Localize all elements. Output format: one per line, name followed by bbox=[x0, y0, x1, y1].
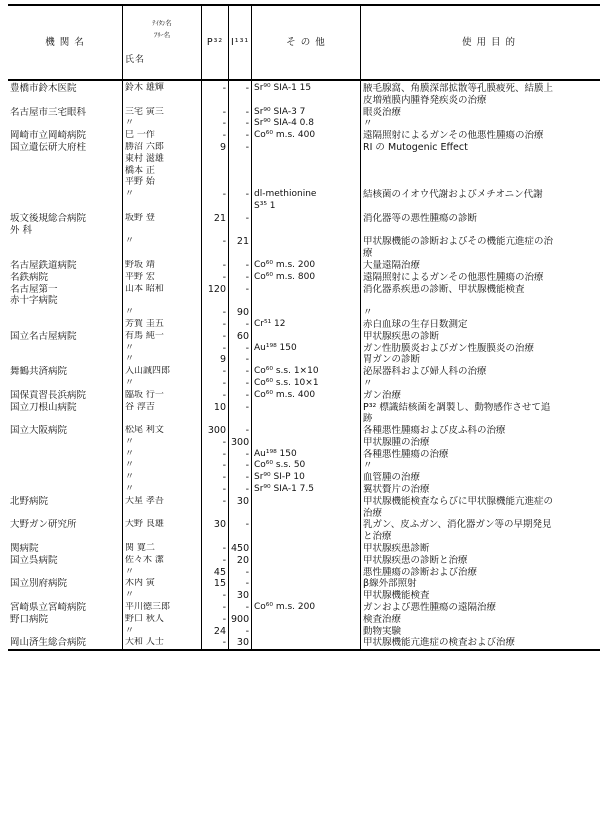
table-row bbox=[8, 425, 600, 437]
table-row bbox=[8, 402, 600, 426]
institution-cell: 坂文後規総合病院 外 科 bbox=[8, 213, 123, 237]
institution-cell bbox=[8, 437, 123, 449]
institution-cell bbox=[8, 484, 123, 496]
institution-cell: 国立大阪病院 bbox=[8, 425, 123, 437]
purpose-cell: 〃 bbox=[363, 460, 373, 472]
institution-cell bbox=[8, 626, 123, 638]
name-cell: 〃 bbox=[123, 236, 202, 260]
p32-cell: - bbox=[202, 602, 229, 614]
institution-cell: 舞鶴共済病院 bbox=[8, 366, 123, 378]
name-cell: 〃 bbox=[123, 472, 202, 484]
p32-cell: - bbox=[202, 460, 229, 472]
purpose-cell: RI の Mutogenic Effect bbox=[363, 141, 468, 153]
name-cell: 佐々木 潔 bbox=[123, 555, 202, 567]
i131-cell: - bbox=[229, 519, 252, 543]
name-cell: 坂野 登 bbox=[123, 213, 202, 237]
p32-cell: 9 bbox=[202, 142, 229, 189]
i131-cell: 20 bbox=[229, 555, 252, 567]
name-cell: 〃 bbox=[123, 354, 202, 366]
p32-cell: - bbox=[202, 307, 229, 319]
p32-cell: - bbox=[202, 437, 229, 449]
p32-cell: - bbox=[202, 543, 229, 555]
p32-cell: - bbox=[202, 590, 229, 602]
table-row bbox=[8, 578, 600, 590]
purpose-cell: 各種悪性腫瘍の治療 bbox=[363, 448, 449, 460]
p32-cell: - bbox=[202, 343, 229, 355]
institution-cell: 国立遺伝研大府柱 bbox=[8, 142, 123, 189]
other-cell: Au¹⁹⁸ 150 bbox=[252, 343, 361, 355]
p32-cell: 30 bbox=[202, 519, 229, 543]
p32-cell: - bbox=[202, 496, 229, 520]
institution-cell: 名鉄病院 bbox=[8, 272, 123, 284]
i131-cell: 300 bbox=[229, 437, 252, 449]
i131-cell: - bbox=[229, 80, 252, 107]
header-name bbox=[123, 5, 202, 80]
purpose-cell: 腋毛腺窩、角膜深部拡散等孔膜疲死、結膜上 皮増殖膜内腫脊発疾炎の治療 bbox=[363, 82, 554, 106]
p32-cell: - bbox=[202, 118, 229, 130]
other-cell bbox=[252, 578, 361, 590]
other-cell bbox=[252, 236, 361, 260]
table-row bbox=[8, 284, 600, 308]
name-cell: 〃 bbox=[123, 378, 202, 390]
institution-cell bbox=[8, 354, 123, 366]
header-p32: P³² bbox=[202, 5, 229, 80]
i131-cell: 90 bbox=[229, 307, 252, 319]
p32-cell: - bbox=[202, 366, 229, 378]
institution-cell: 名古屋鉄道病院 bbox=[8, 260, 123, 272]
other-cell bbox=[252, 519, 361, 543]
purpose-cell: 翼状贅片の治療 bbox=[363, 484, 430, 496]
name-cell: 平川徳三郎 bbox=[123, 602, 202, 614]
institution-cell: 国立名古屋病院 bbox=[8, 331, 123, 343]
institution-cell: 国立刀根山病院 bbox=[8, 402, 123, 426]
i131-cell: - bbox=[229, 402, 252, 426]
table-row bbox=[8, 637, 600, 650]
purpose-cell: 甲状腺機能検査ならびに甲状腺機能亢進症の 治療 bbox=[363, 495, 554, 519]
institution-cell: 北野病院 bbox=[8, 496, 123, 520]
purpose-cell: 動物実験 bbox=[363, 625, 402, 637]
name-cell: 〃 bbox=[123, 590, 202, 602]
i131-cell: - bbox=[229, 213, 252, 237]
name-cell: 〃 bbox=[123, 307, 202, 319]
p32-cell: - bbox=[202, 319, 229, 331]
name-cell: 〃 bbox=[123, 567, 202, 579]
i131-cell: 450 bbox=[229, 543, 252, 555]
table-row bbox=[8, 484, 600, 496]
purpose-cell: 甲状腺疾患の診断と治療 bbox=[363, 554, 468, 566]
purpose-cell: ガン治療 bbox=[363, 389, 402, 401]
table-row bbox=[8, 378, 600, 390]
name-cell: 平野 宏 bbox=[123, 272, 202, 284]
other-cell: Sr⁹⁰ SIA-3 7 bbox=[252, 107, 361, 119]
purpose-cell: 結核菌のイオウ代謝およびメチオニン代謝 bbox=[363, 189, 543, 201]
i131-cell: - bbox=[229, 118, 252, 130]
table-row bbox=[8, 437, 600, 449]
other-cell: Co⁶⁰ m.s. 200 bbox=[252, 602, 361, 614]
institution-cell bbox=[8, 118, 123, 130]
name-cell: 関 寛二 bbox=[123, 543, 202, 555]
table-row bbox=[8, 496, 600, 520]
i131-cell: - bbox=[229, 578, 252, 590]
other-cell: Co⁶⁰ s.s. 10×1 bbox=[252, 378, 361, 390]
institution-cell: 国立別府病院 bbox=[8, 578, 123, 590]
purpose-cell: 甲状腺疾患の診断 bbox=[363, 330, 440, 342]
i131-cell: 21 bbox=[229, 236, 252, 260]
other-cell bbox=[252, 425, 361, 437]
name-cell: 有馬 純一 bbox=[123, 331, 202, 343]
institution-cell: 国立呉病院 bbox=[8, 555, 123, 567]
p32-cell: - bbox=[202, 130, 229, 142]
table-row bbox=[8, 272, 600, 284]
other-cell bbox=[252, 567, 361, 579]
table-row bbox=[8, 331, 600, 343]
other-cell bbox=[252, 213, 361, 237]
header-name-label: 氏名 bbox=[125, 55, 146, 66]
other-cell bbox=[252, 402, 361, 426]
name-cell: 入山誠四郎 bbox=[123, 366, 202, 378]
p32-cell: - bbox=[202, 189, 229, 213]
header-i131: I¹³¹ bbox=[229, 5, 252, 80]
i131-cell: 30 bbox=[229, 637, 252, 650]
other-cell bbox=[252, 284, 361, 308]
institution-cell: 野口病院 bbox=[8, 614, 123, 626]
header-purpose: 使 用 目 的 bbox=[361, 5, 600, 80]
i131-cell: 60 bbox=[229, 331, 252, 343]
p32-cell: 10 bbox=[202, 402, 229, 426]
purpose-cell: 各種悪性腫瘍および皮ふ科の治療 bbox=[363, 425, 506, 437]
table-row bbox=[8, 189, 600, 213]
purpose-cell: 胃ガンの診断 bbox=[363, 354, 421, 366]
p32-cell: - bbox=[202, 378, 229, 390]
table-row bbox=[8, 543, 600, 555]
p32-cell: - bbox=[202, 331, 229, 343]
radioisotope-usage-table-page bbox=[8, 4, 596, 828]
p32-cell: 9 bbox=[202, 354, 229, 366]
purpose-cell: 遠隔照射によるガンその他悪性腫瘍の治療 bbox=[363, 271, 544, 283]
table-row bbox=[8, 307, 600, 319]
purpose-cell: 消化器系疾患の診断、甲状腺機能検査 bbox=[363, 283, 525, 295]
name-cell: 〃 bbox=[123, 484, 202, 496]
table-row bbox=[8, 390, 600, 402]
other-cell bbox=[252, 354, 361, 366]
other-cell: dl-methionine S³⁵ 1 bbox=[252, 189, 361, 213]
table-row bbox=[8, 472, 600, 484]
other-cell bbox=[252, 307, 361, 319]
other-cell bbox=[252, 590, 361, 602]
p32-cell: - bbox=[202, 484, 229, 496]
p32-cell: - bbox=[202, 555, 229, 567]
other-cell: Au¹⁹⁸ 150 bbox=[252, 449, 361, 461]
header-other: そ の 他 bbox=[252, 5, 361, 80]
institution-cell: 名古屋市三宅眼科 bbox=[8, 107, 123, 119]
name-cell: 〃 bbox=[123, 449, 202, 461]
table-row bbox=[8, 213, 600, 237]
table-row bbox=[8, 555, 600, 567]
name-cell: 木内 寅 bbox=[123, 578, 202, 590]
table-row bbox=[8, 354, 600, 366]
other-cell bbox=[252, 637, 361, 650]
name-cell: 勝沼 六郎 東村 滋雄 橋本 正 平野 始 bbox=[123, 142, 202, 189]
purpose-cell: 消化器等の悪性腫瘍の診断 bbox=[363, 212, 478, 224]
i131-cell: 30 bbox=[229, 590, 252, 602]
table-row bbox=[8, 567, 600, 579]
other-cell: Sr⁹⁰ SIA-1 7.5 bbox=[252, 484, 361, 496]
purpose-cell: 泌尿器科および婦人科の治療 bbox=[363, 366, 487, 378]
institution-cell: 宮崎県立宮崎病院 bbox=[8, 602, 123, 614]
other-cell: Co⁶⁰ m.s. 800 bbox=[252, 272, 361, 284]
institution-cell: 豊橋市鈴木医院 bbox=[8, 80, 123, 107]
p32-cell: 45 bbox=[202, 567, 229, 579]
name-cell: 松尾 利文 bbox=[123, 425, 202, 437]
purpose-cell: 〃 bbox=[363, 377, 373, 389]
institution-cell bbox=[8, 319, 123, 331]
institution-cell: 名古屋第一 赤十字病院 bbox=[8, 284, 123, 308]
institution-cell: 岡山済生総合病院 bbox=[8, 637, 123, 650]
other-cell: Co⁶⁰ s.s. 1×10 bbox=[252, 366, 361, 378]
table-row bbox=[8, 343, 600, 355]
name-cell: 臨坂 行一 bbox=[123, 390, 202, 402]
name-cell: 谷 淳吉 bbox=[123, 402, 202, 426]
table-row bbox=[8, 118, 600, 130]
institution-cell: 国保貢習長浜病院 bbox=[8, 390, 123, 402]
purpose-cell: 検査治療 bbox=[363, 613, 402, 625]
institution-cell: 関病院 bbox=[8, 543, 123, 555]
name-cell: 〃 bbox=[123, 460, 202, 472]
i131-cell: - bbox=[229, 260, 252, 272]
table-bottom-rule bbox=[8, 650, 600, 651]
other-cell: Sr⁹⁰ SIA-4 0.8 bbox=[252, 118, 361, 130]
table-row bbox=[8, 319, 600, 331]
purpose-cell: 乳ガン、皮ふガン、消化器ガン等の早期発見 と治療 bbox=[363, 519, 552, 543]
p32-cell: 15 bbox=[202, 578, 229, 590]
i131-cell: - bbox=[229, 602, 252, 614]
i131-cell: - bbox=[229, 472, 252, 484]
table-row bbox=[8, 236, 600, 260]
p32-cell: - bbox=[202, 272, 229, 284]
i131-cell: - bbox=[229, 142, 252, 189]
table-row bbox=[8, 366, 600, 378]
header-row bbox=[8, 5, 600, 80]
name-cell: 鈴木 雄輝 bbox=[123, 80, 202, 107]
purpose-cell: 甲状腺腫の治療 bbox=[363, 436, 430, 448]
institution-cell: 岡崎市立岡崎病院 bbox=[8, 130, 123, 142]
p32-cell: - bbox=[202, 236, 229, 260]
i131-cell: - bbox=[229, 378, 252, 390]
i131-cell: - bbox=[229, 626, 252, 638]
purpose-cell: 甲状腺疾患診断 bbox=[363, 543, 430, 555]
purpose-cell: ガン性肋膜炎およびガン性腹膜炎の治療 bbox=[363, 342, 535, 354]
name-cell: 〃 bbox=[123, 626, 202, 638]
table-row bbox=[8, 602, 600, 614]
other-cell: Co⁶⁰ m.s. 400 bbox=[252, 390, 361, 402]
table-row bbox=[8, 590, 600, 602]
p32-cell: - bbox=[202, 80, 229, 107]
other-cell bbox=[252, 543, 361, 555]
institution-cell bbox=[8, 567, 123, 579]
p32-cell: - bbox=[202, 637, 229, 650]
institution-cell bbox=[8, 590, 123, 602]
i131-cell: - bbox=[229, 460, 252, 472]
name-cell: 三宅 寅三 bbox=[123, 107, 202, 119]
table-row bbox=[8, 260, 600, 272]
purpose-cell: 〃 bbox=[363, 307, 373, 319]
p32-cell: - bbox=[202, 390, 229, 402]
other-cell bbox=[252, 142, 361, 189]
other-cell bbox=[252, 437, 361, 449]
institution-cell bbox=[8, 189, 123, 213]
institution-cell bbox=[8, 236, 123, 260]
other-cell bbox=[252, 496, 361, 520]
i131-cell: - bbox=[229, 107, 252, 119]
name-cell: 山本 昭和 bbox=[123, 284, 202, 308]
name-cell: 大野 良雄 bbox=[123, 519, 202, 543]
p32-cell: 24 bbox=[202, 626, 229, 638]
p32-cell: - bbox=[202, 472, 229, 484]
name-cell: 芳賀 圭五 bbox=[123, 319, 202, 331]
i131-cell: - bbox=[229, 354, 252, 366]
table-row bbox=[8, 107, 600, 119]
name-cell: 〃 bbox=[123, 189, 202, 213]
purpose-cell: 大量遠隔治療 bbox=[363, 259, 421, 271]
i131-cell: - bbox=[229, 284, 252, 308]
p32-cell: 120 bbox=[202, 284, 229, 308]
other-cell: Cr⁵¹ 12 bbox=[252, 319, 361, 331]
other-cell bbox=[252, 331, 361, 343]
i131-cell: - bbox=[229, 319, 252, 331]
institution-cell bbox=[8, 378, 123, 390]
i131-cell: - bbox=[229, 366, 252, 378]
other-cell: Sr⁹⁰ SIA-1 15 bbox=[252, 80, 361, 107]
i131-cell: - bbox=[229, 130, 252, 142]
i131-cell: - bbox=[229, 484, 252, 496]
institution-cell bbox=[8, 460, 123, 472]
table-row bbox=[8, 519, 600, 543]
other-cell bbox=[252, 626, 361, 638]
p32-cell: 300 bbox=[202, 425, 229, 437]
other-cell: Sr⁹⁰ SI-P 10 bbox=[252, 472, 361, 484]
name-cell: 大和 人士 bbox=[123, 637, 202, 650]
institution-cell bbox=[8, 307, 123, 319]
institution-cell: 大野ガン研究所 bbox=[8, 519, 123, 543]
purpose-cell: 甲状腺機能検査 bbox=[363, 590, 430, 602]
p32-cell: - bbox=[202, 614, 229, 626]
name-cell: 大星 孝吾 bbox=[123, 496, 202, 520]
purpose-cell: 甲状腺機能亢進症の検査および治療 bbox=[363, 637, 516, 649]
other-cell bbox=[252, 614, 361, 626]
other-cell: Co⁶⁰ m.s. 400 bbox=[252, 130, 361, 142]
table-row bbox=[8, 460, 600, 472]
i131-cell: 900 bbox=[229, 614, 252, 626]
institution-cell bbox=[8, 472, 123, 484]
i131-cell: - bbox=[229, 425, 252, 437]
other-cell bbox=[252, 555, 361, 567]
purpose-cell: 血管腫の治療 bbox=[363, 472, 421, 484]
purpose-cell: β線外部照射 bbox=[363, 578, 417, 590]
table-body bbox=[8, 80, 600, 650]
header-name-ruby: ﾃｲﾀﾝ名 ﾌﾘｰ名 bbox=[152, 18, 172, 39]
name-cell: 〃 bbox=[123, 118, 202, 130]
table-row bbox=[8, 626, 600, 638]
table-row bbox=[8, 130, 600, 142]
usage-table bbox=[8, 4, 600, 651]
table-row bbox=[8, 80, 600, 107]
header-institution: 機 関 名 bbox=[8, 5, 123, 80]
p32-cell: - bbox=[202, 260, 229, 272]
name-cell: 野口 秋人 bbox=[123, 614, 202, 626]
purpose-cell: 〃 bbox=[363, 118, 373, 130]
purpose-cell: ガンおよび悪性腫瘍の遠隔治療 bbox=[363, 602, 497, 614]
p32-cell: - bbox=[202, 449, 229, 461]
institution-cell bbox=[8, 343, 123, 355]
name-cell: 〃 bbox=[123, 437, 202, 449]
purpose-cell: 遠隔照射によるガンその他悪性腫瘍の治療 bbox=[363, 130, 544, 142]
i131-cell: - bbox=[229, 449, 252, 461]
other-cell: Co⁶⁰ m.s. 200 bbox=[252, 260, 361, 272]
i131-cell: - bbox=[229, 189, 252, 213]
purpose-cell: 悪性腫瘍の診断および治療 bbox=[363, 566, 478, 578]
i131-cell: - bbox=[229, 567, 252, 579]
name-cell: 巳 一作 bbox=[123, 130, 202, 142]
p32-cell: 21 bbox=[202, 213, 229, 237]
i131-cell: - bbox=[229, 390, 252, 402]
i131-cell: - bbox=[229, 272, 252, 284]
other-cell: Co⁶⁰ s.s. 50 bbox=[252, 460, 361, 472]
purpose-cell: 眼炎治療 bbox=[363, 106, 402, 118]
i131-cell: 30 bbox=[229, 496, 252, 520]
purpose-cell: P³² 標識結核菌を調製し、動物感作させて追 跡 bbox=[363, 401, 551, 425]
name-cell: 〃 bbox=[123, 343, 202, 355]
i131-cell: - bbox=[229, 343, 252, 355]
table-row bbox=[8, 614, 600, 626]
table-row bbox=[8, 142, 600, 189]
p32-cell: - bbox=[202, 107, 229, 119]
table-row bbox=[8, 449, 600, 461]
purpose-cell: 赤白血球の生存日数測定 bbox=[363, 318, 468, 330]
purpose-cell: 甲状腺機能の診断およびその機能亢進症の治 療 bbox=[363, 236, 554, 260]
name-cell: 野坂 靖 bbox=[123, 260, 202, 272]
institution-cell bbox=[8, 449, 123, 461]
